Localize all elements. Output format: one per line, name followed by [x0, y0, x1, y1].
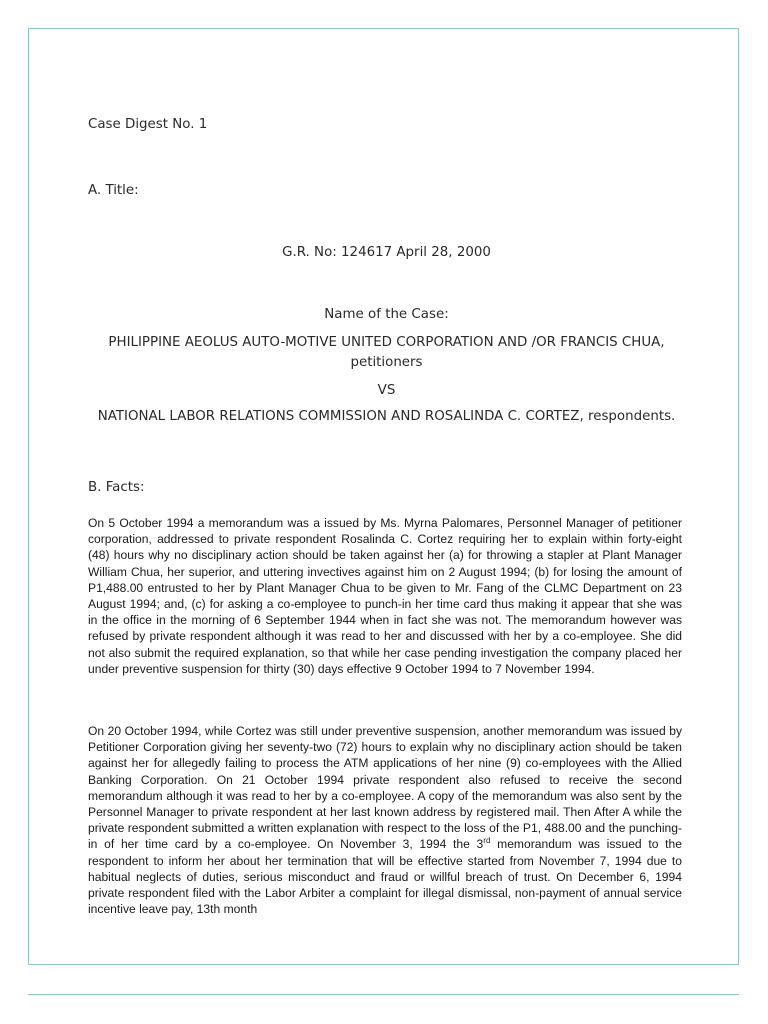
case-digest-number: Case Digest No. 1 [88, 117, 208, 132]
document-page [28, 28, 739, 965]
gr-number: G.R. No: 124617 April 28, 2000 [282, 245, 491, 260]
facts-paragraph-2-part-1: On 20 October 1994, while Cortez was still under preventive suspension, another memorandum was issued by Petitioner Corporation giving her seventy-two (72) hours to explain why no disciplinary action should be taken against her for allegedly failing to process the ATM applications of her nine (9) co-employees with the Allied Banking Corporation. On 21 October 1994 private respondent also refused to receive the second memorandum although it was read to her by a co-employee. A copy of the memorandum was also sent by the Personnel Manager to private respondent at her last known address by registered mail. Then After A while the private respondent submitted a written explanation with respect to the loss of the P1, 488.00 and the punching-in of her time card by a co-employee. On November 3, 1994 the 3 [88, 724, 682, 852]
case-name-label: Name of the Case: [324, 307, 449, 322]
versus: VS [377, 383, 396, 398]
next-page-edge [28, 994, 739, 995]
facts-paragraph-2-part-2: memorandum was issued to the respondent to inform her about her termination that will be effective started from November 7, 1994 due to habitual neglects of duties, serious misconduct and fraud or willful breach of trust. On December 6, 1994 private respondent filed with the Labor Arbiter a complaint for illegal dismissal, non-payment of annual service incentive leave pay, 13th month [88, 837, 682, 917]
facts-paragraph-2 [88, 723, 682, 917]
facts-section-label: B. Facts: [88, 480, 145, 495]
facts-paragraph-1: On 5 October 1994 a memorandum was a issued by Ms. Myrna Palomares, Personnel Manager of petitioner corporation, addressed to private respondent Rosalinda C. Cortez requiring her to explain within forty-eight (48) hours why no disciplinary action should be taken against her (a) for throwing a stapler at Plant Manager William Chua, her superior, and uttering invectives against him on 2 August 1994; (b) for losing the amount of P1,488.00 entrusted to her by Plant Manager Chua to be given to Mr. Fang of the CLMC Department on 23 August 1994; and, (c) for asking a co-employee to punch-in her time card thus making it appear that she was in the office in the morning of 6 September 1944 when in fact she was not. The memorandum however was refused by private respondent although it was read to her and discussed with her by a co-employee. She did not also submit the required explanation, so that while her case pending investigation the company placed her under preventive suspension for thirty (30) days effective 9 October 1994 to 7 November 1994. [88, 516, 682, 676]
respondents: NATIONAL LABOR RELATIONS COMMISSION AND ROSALINDA C. CORTEZ, respondents. [97, 409, 676, 424]
ordinal-suffix: rd [483, 836, 491, 846]
petitioners: PHILIPPINE AEOLUS AUTO-MOTIVE UNITED CORPORATION AND /OR FRANCIS CHUA, petitioners [108, 335, 665, 370]
title-section-label: A. Title: [88, 183, 139, 198]
